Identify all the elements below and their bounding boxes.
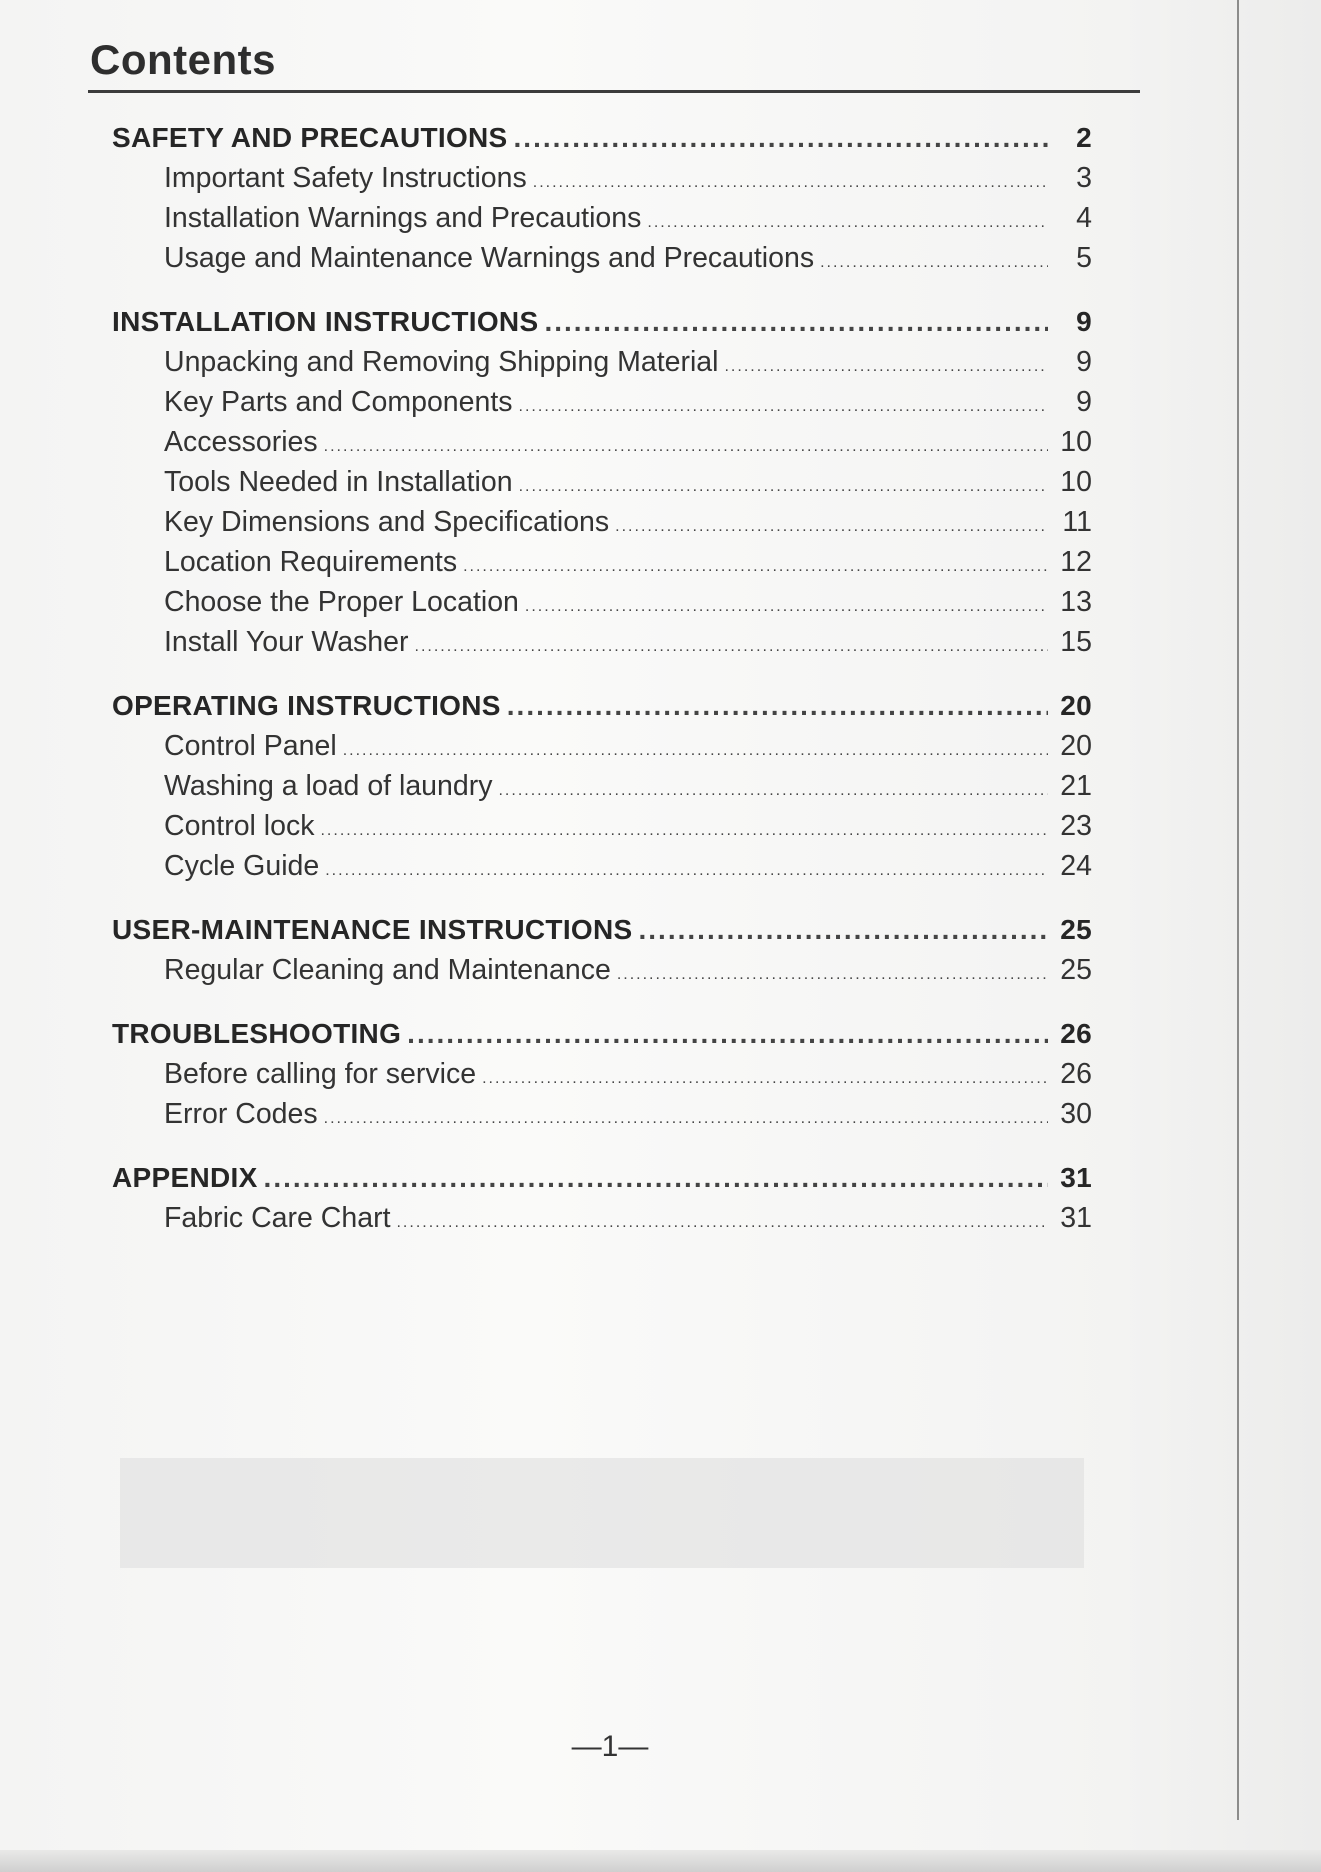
- toc-section-troubleshooting: [112, 1014, 1092, 1134]
- dot-leader: [514, 118, 1048, 158]
- toc-entry[interactable]: [112, 582, 1092, 622]
- toc-entry[interactable]: [112, 726, 1092, 766]
- toc-heading[interactable]: [112, 1014, 1092, 1054]
- toc-page-number: 25: [1060, 914, 1092, 945]
- dot-leader: [507, 686, 1048, 726]
- toc-heading[interactable]: [112, 118, 1092, 158]
- toc-entry[interactable]: [112, 1054, 1092, 1094]
- toc-page-number: 20: [1060, 730, 1092, 762]
- toc-entry[interactable]: [112, 766, 1092, 806]
- toc-entry-label: Tools Needed in Installation: [164, 466, 513, 498]
- toc-entry-label: Install Your Washer: [164, 626, 409, 658]
- toc-page-number: 26: [1060, 1018, 1092, 1049]
- toc-entry-label: Cycle Guide: [164, 850, 320, 882]
- toc-entry-label: Error Codes: [164, 1098, 318, 1130]
- toc-section-appendix: [112, 1158, 1092, 1238]
- dot-leader: [415, 627, 1049, 667]
- toc-page-number: 10: [1060, 466, 1092, 498]
- toc-entry[interactable]: [112, 542, 1092, 582]
- toc-heading-label: OPERATING INSTRUCTIONS: [112, 690, 501, 721]
- toc-entry-label: Before calling for service: [164, 1058, 477, 1090]
- toc-entry-label: Key Dimensions and Specifications: [164, 506, 610, 538]
- toc-heading[interactable]: [112, 686, 1092, 726]
- dot-leader: [325, 851, 1048, 891]
- toc-entry-label: Location Requirements: [164, 546, 458, 578]
- toc-entry[interactable]: [112, 950, 1092, 990]
- toc-page-number: 15: [1060, 626, 1092, 658]
- toc-page-number: 30: [1060, 1098, 1092, 1130]
- toc-section-installation: [112, 302, 1092, 662]
- toc-entry-label: Key Parts and Components: [164, 386, 513, 418]
- page-fold-line: [1237, 0, 1239, 1820]
- toc-entry-label: Accessories: [164, 426, 318, 458]
- toc-page-number: 12: [1060, 546, 1092, 578]
- dot-leader: [324, 427, 1048, 467]
- dot-leader: [820, 243, 1048, 283]
- toc-entry-label: Usage and Maintenance Warnings and Precautions: [164, 242, 815, 274]
- dot-leader: [320, 811, 1048, 851]
- toc-entry-label: Washing a load of laundry: [164, 770, 493, 802]
- dot-leader: [343, 731, 1048, 771]
- toc-section-user-maintenance: [112, 910, 1092, 990]
- toc-page-number: 2: [1076, 122, 1092, 153]
- toc-heading-label: USER-MAINTENANCE INSTRUCTIONS: [112, 914, 633, 945]
- dot-leader: [519, 467, 1048, 507]
- toc-heading-label: TROUBLESHOOTING: [112, 1018, 402, 1049]
- toc-entry-label: Unpacking and Removing Shipping Material: [164, 346, 719, 378]
- toc-page-number: 23: [1060, 810, 1092, 842]
- dot-leader: [324, 1099, 1048, 1139]
- toc-entry[interactable]: [112, 238, 1092, 278]
- dot-leader: [615, 507, 1048, 547]
- toc-entry-label: Regular Cleaning and Maintenance: [164, 954, 611, 986]
- toc-entry-label: Installation Warnings and Precautions: [164, 202, 642, 234]
- toc-entry[interactable]: [112, 622, 1092, 662]
- toc-page-number: 21: [1060, 770, 1092, 802]
- toc-heading[interactable]: [112, 302, 1092, 342]
- toc-entry[interactable]: [112, 158, 1092, 198]
- title-divider: [88, 90, 1140, 93]
- toc-section-safety: [112, 118, 1092, 278]
- toc-entry-label: Fabric Care Chart: [164, 1202, 391, 1234]
- toc-entry[interactable]: [112, 422, 1092, 462]
- table-of-contents: [112, 118, 1092, 1262]
- toc-entry[interactable]: [112, 502, 1092, 542]
- toc-heading[interactable]: [112, 1158, 1092, 1198]
- toc-page-number: 31: [1060, 1202, 1092, 1234]
- dot-leader: [533, 163, 1048, 203]
- dot-leader: [617, 955, 1048, 995]
- toc-page-number: 3: [1076, 162, 1092, 194]
- toc-entry[interactable]: [112, 806, 1092, 846]
- toc-entry-label: Important Safety Instructions: [164, 162, 527, 194]
- dot-leader: [407, 1014, 1048, 1054]
- toc-page-number: 5: [1076, 242, 1092, 274]
- toc-page-number: 4: [1076, 202, 1092, 234]
- show-through-band: [120, 1458, 1084, 1568]
- dot-leader: [264, 1158, 1048, 1198]
- dot-leader: [724, 347, 1048, 387]
- toc-entry[interactable]: [112, 1198, 1092, 1238]
- toc-page-number: 26: [1060, 1058, 1092, 1090]
- dot-leader: [463, 547, 1048, 587]
- toc-page-number: 13: [1060, 586, 1092, 618]
- toc-entry-label: Control Panel: [164, 730, 337, 762]
- toc-entry[interactable]: [112, 382, 1092, 422]
- toc-section-operating: [112, 686, 1092, 886]
- toc-page-number: 9: [1076, 346, 1092, 378]
- toc-page-number: 9: [1076, 306, 1092, 337]
- toc-heading[interactable]: [112, 910, 1092, 950]
- page-title: Contents: [90, 36, 276, 83]
- toc-entry[interactable]: [112, 846, 1092, 886]
- dot-leader: [396, 1203, 1048, 1243]
- toc-entry[interactable]: [112, 462, 1092, 502]
- dot-leader: [519, 387, 1048, 427]
- toc-entry[interactable]: [112, 342, 1092, 382]
- toc-entry[interactable]: [112, 1094, 1092, 1134]
- toc-heading-label: SAFETY AND PRECAUTIONS: [112, 122, 508, 153]
- dot-leader: [638, 910, 1048, 950]
- toc-entry-label: Choose the Proper Location: [164, 586, 519, 618]
- toc-entry[interactable]: [112, 198, 1092, 238]
- dot-leader: [544, 302, 1048, 342]
- dot-leader: [647, 203, 1048, 243]
- toc-page-number: 20: [1060, 690, 1092, 721]
- toc-heading-label: APPENDIX: [112, 1162, 258, 1193]
- page-number-footer: —1—: [571, 1730, 649, 1763]
- dot-leader: [498, 771, 1048, 811]
- page-bottom-edge: [0, 1850, 1321, 1872]
- toc-page-number: 24: [1060, 850, 1092, 882]
- toc-entry-label: Control lock: [164, 810, 315, 842]
- toc-page-number: 9: [1076, 386, 1092, 418]
- toc-page-number: 31: [1060, 1162, 1092, 1193]
- toc-page-number: 11: [1062, 506, 1092, 538]
- dot-leader: [482, 1059, 1048, 1099]
- toc-heading-label: INSTALLATION INSTRUCTIONS: [112, 306, 539, 337]
- toc-page-number: 10: [1060, 426, 1092, 458]
- dot-leader: [525, 587, 1048, 627]
- toc-page-number: 25: [1060, 954, 1092, 986]
